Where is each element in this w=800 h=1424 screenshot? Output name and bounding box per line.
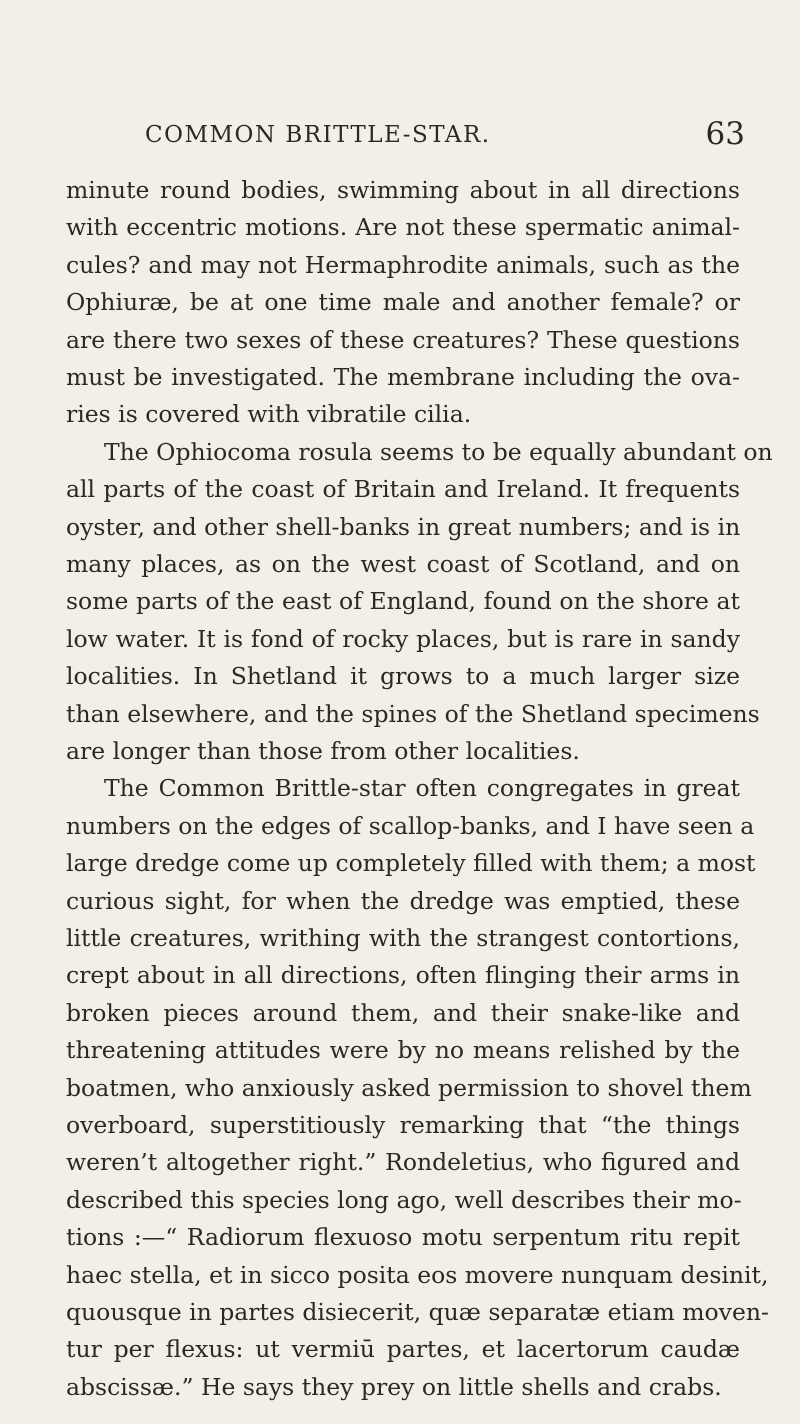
text-line: crept about in all directions, often flinging their arms in	[66, 961, 740, 990]
text-line: tions :—“ Radiorum flexuoso motu serpentum ritu repit	[66, 1223, 740, 1252]
text-line: oyster, and other shell-banks in great numbers; and is in	[66, 512, 741, 541]
text-line: described this species long ago, well describes their mo-	[66, 1185, 742, 1214]
text-line: little creatures, writhing with the strangest contortions,	[66, 924, 740, 952]
text-line: The Common Brittle-star often congregates in great	[104, 774, 740, 803]
text-line: are there two sexes of these creatures? These questions	[66, 325, 740, 354]
text-line: than elsewhere, and the spines of the Shetland specimens	[66, 699, 760, 728]
text-line: some parts of the east of England, found on the shore at	[66, 587, 740, 616]
text-line: must be investigated. The membrane including the ova-	[66, 363, 740, 391]
text-line: curious sight, for when the dredge was emptied, these	[66, 886, 740, 915]
text-line: ries is covered with vibratile cilia.	[66, 400, 472, 429]
text-line: abscissæ.” He says they prey on little shells and crabs.	[66, 1372, 722, 1401]
text-line: localities. In Shetland it grows to a much larger size	[66, 662, 740, 691]
text-line: low water. It is fond of rocky places, but is rare in sandy	[66, 624, 740, 653]
text-line: quousque in partes disiecerit, quæ separatæ etiam moven-	[66, 1298, 769, 1326]
text-line: broken pieces around them, and their snake-like and	[66, 998, 740, 1027]
text-line: with eccentric motions. Are not these spermatic animal-	[66, 213, 740, 242]
text-line: boatmen, who anxiously asked permission to shovel them	[66, 1073, 752, 1102]
text-line: all parts of the coast of Britain and Ireland. It frequents	[66, 475, 740, 504]
text-line: cules? and may not Hermaphrodite animals, such as the	[66, 250, 740, 279]
text-line: threatening attitudes were by no means relished by the	[66, 1036, 740, 1065]
text-line: overboard, superstitiously remarking that “the things	[66, 1111, 740, 1139]
page-number: 63	[705, 116, 745, 152]
text-line: haec stella, et in sicco posita eos movere nunquam desinit,	[66, 1260, 769, 1289]
text-line: tur per flexus: ut vermiū partes, et lacertorum caudæ	[66, 1335, 740, 1364]
page-header	[145, 116, 745, 162]
text-line: are longer than those from other localities.	[66, 737, 580, 765]
text-line: weren’t altogether right.” Rondeletius, who figured and	[66, 1148, 740, 1177]
text-line: many places, as on the west coast of Scotland, and on	[66, 550, 740, 578]
text-line: large dredge come up completely filled with them; a most	[66, 849, 756, 878]
text-line: The Ophiocoma rosula seems to be equally abundant on	[104, 437, 773, 466]
text-line: Ophiuræ, be at one time male and another female? or	[66, 288, 740, 317]
running-head: COMMON BRITTLE-STAR.	[145, 122, 491, 148]
text-line: minute round bodies, swimming about in all directions	[66, 176, 740, 204]
text-line: numbers on the edges of scallop-banks, and I have seen a	[66, 811, 755, 840]
